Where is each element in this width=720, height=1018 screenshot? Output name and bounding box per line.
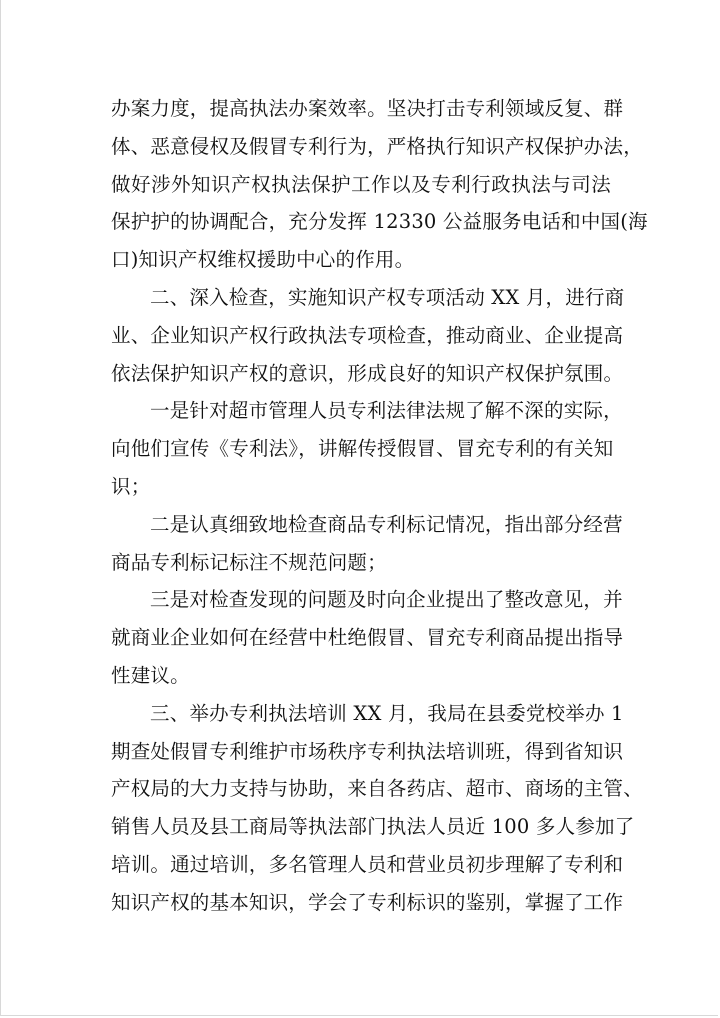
text-line: 三、举办专利执法培训 XX 月，我局在县委党校举办 1 — [150, 701, 624, 725]
text-line: 产权局的大力支持与协助，来自各药店、超市、商场的主管、 — [111, 777, 643, 801]
text-line: 业、企业知识产权行政执法专项检查，推动商业、企业提高 — [111, 323, 624, 347]
text-line: 一是针对超市管理人员专利法律法规了解不深的实际， — [150, 399, 623, 423]
text-line: 就商业企业如何在经营中杜绝假冒、冒充专利商品提出指导 — [111, 626, 624, 650]
text-line: 培训。通过培训，多名管理人员和营业员初步理解了专利和 — [111, 852, 624, 876]
text-line: 识； — [111, 474, 151, 498]
text-line: 口)知识产权维权援助中心的作用。 — [111, 248, 415, 272]
text-line: 期查处假冒专利维护市场秩序专利执法培训班，得到省知识 — [111, 739, 624, 763]
text-line: 做好涉外知识产权执法保护工作以及专利行政执法与司法 — [111, 172, 611, 196]
text-line: 知识产权的基本知识，学会了专利标识的鉴别，掌握了工作 — [111, 890, 624, 914]
document-body — [111, 90, 648, 922]
text-line: 保护护的协调配合，充分发挥 12330 公益服务电话和中国(海 — [111, 210, 648, 234]
text-line: 商品专利标记标注不规范问题； — [111, 550, 387, 574]
text-line: 性建议。 — [111, 663, 190, 687]
text-line: 办案力度，提高执法办案效率。坚决打击专利领域反复、群 — [111, 97, 624, 120]
text-line: 销售人员及县工商局等执法部门执法人员近 100 多人参加了 — [111, 815, 635, 839]
text-line: 向他们宣传《专利法》，讲解传授假冒、冒充专利的有关知 — [111, 437, 614, 461]
text-line: 二是认真细致地检查商品专利标记情况，指出部分经营 — [150, 512, 623, 536]
text-line: 依法保护知识产权的意识，形成良好的知识产权保护氛围。 — [111, 361, 624, 385]
text-line: 体、恶意侵权及假冒专利行为，严格执行知识产权保护办法， — [111, 134, 643, 158]
text-line: 三是对检查发现的问题及时向企业提出了整改意见，并 — [150, 588, 623, 612]
text-line: 二、深入检查，实施知识产权专项活动 XX 月，进行商 — [150, 285, 625, 309]
